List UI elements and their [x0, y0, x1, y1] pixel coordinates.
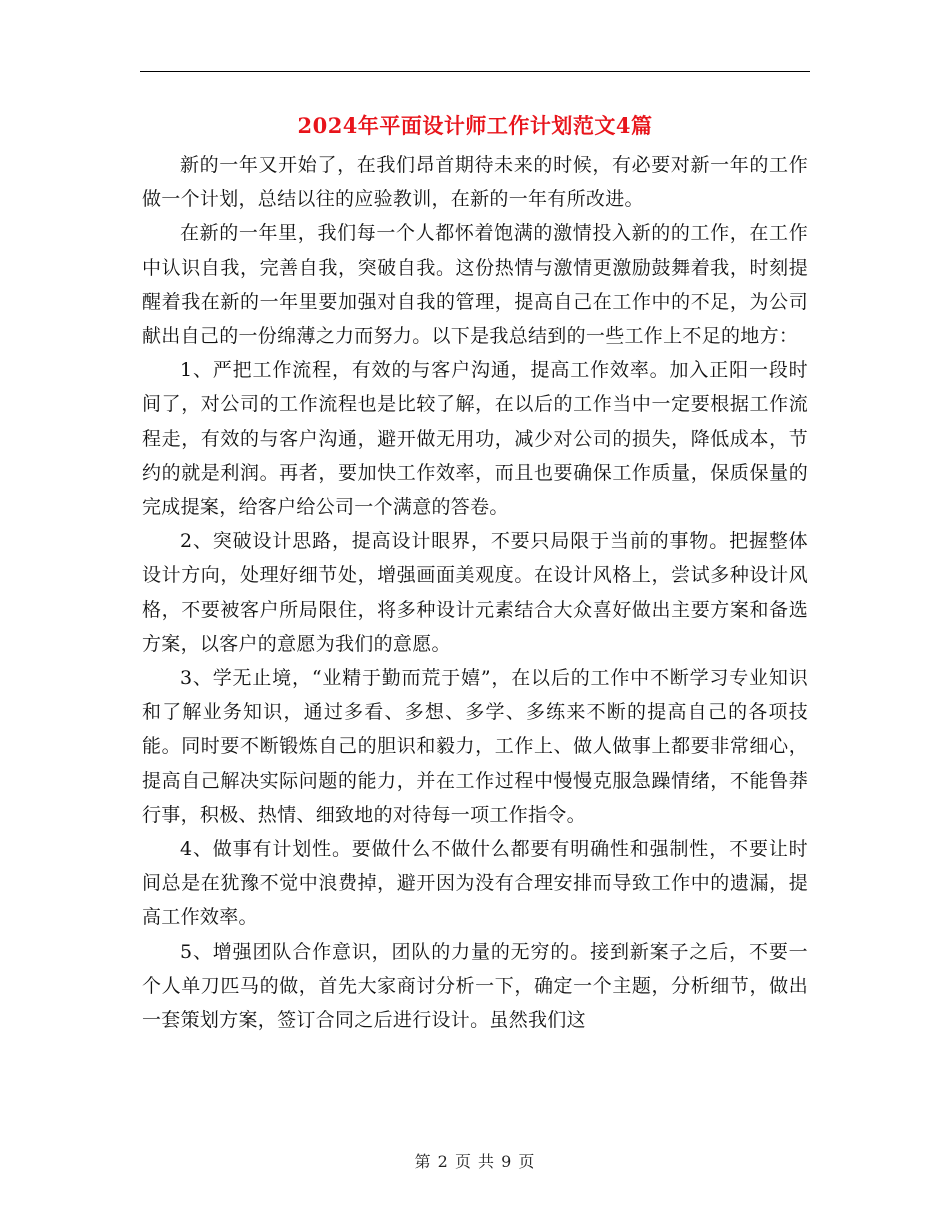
paragraph-intro: 新的一年又开始了，在我们昂首期待未来的时候，有必要对新一年的工作做一个计划，总结以往的应验教训，在新的一年有所改进。: [142, 154, 808, 211]
document-body: [142, 148, 808, 1037]
header-rule: [140, 71, 810, 72]
page-number-footer: 第 2 页 共 9 页: [414, 1152, 536, 1171]
paragraph-item-1: 1、严把工作流程，有效的与客户沟通，提高工作效率。加入正阳一段时间了，对公司的工作流程也是比较了解，在以后的工作当中一定要根据工作流程走，有效的与客户沟通，避开做无用功，减少对公司的损失，降低成本，节约的就是利润。再者，要加快工作效率，而且也要确保工作质量，保质保量的完成提案，给客户给公司一个满意的答卷。: [142, 359, 808, 519]
paragraph-overview: 在新的一年里，我们每一个人都怀着饱满的激情投入新的的工作，在工作中认识自我，完善自我，突破自我。这份热情与激情更激励鼓舞着我，时刻提醒着我在新的一年里要加强对自我的管理，提高自己在工作中的不足，为公司献出自己的一份绵薄之力而努力。以下是我总结到的一些工作上不足的地方：: [142, 222, 808, 348]
paragraph-item-3: 3、学无止境，“业精于勤而荒于嬉”，在以后的工作中不断学习专业知识和了解业务知识，通过多看、多想、多学、多练来不断的提高自己的各项技能。同时要不断锻炼自己的胆识和毅力，工作上、做人做事上都要非常细心，提高自己解决实际问题的能力，并在工作过程中慢慢克服急躁情绪，不能鲁莽行事，积极、热情、细致地的对待每一项工作指令。: [142, 667, 808, 826]
paragraph-item-4: 4、做事有计划性。要做什么不做什么都要有明确性和强制性，不要让时间总是在犹豫不觉中浪费掉，避开因为没有合理安排而导致工作中的遗漏，提高工作效率。: [142, 838, 808, 929]
document-title: 2024年平面设计师工作计划范文4篇: [297, 113, 653, 138]
paragraph-item-5: 5、增强团队合作意识，团队的力量的无穷的。接到新案子之后，不要一个人单刀匹马的做，首先大家商讨分析一下，确定一个主题，分析细节，做出一套策划方案，签订合同之后进行设计。虽然我们这: [142, 940, 808, 1032]
paragraph-item-2: 2、突破设计思路，提高设计眼界，不要只局限于当前的事物。把握整体设计方向，处理好细节处，增强画面美观度。在设计风格上，尝试多种设计风格，不要被客户所局限住，将多种设计元素结合大众喜好做出主要方案和备选方案，以客户的意愿为我们的意愿。: [142, 530, 808, 655]
